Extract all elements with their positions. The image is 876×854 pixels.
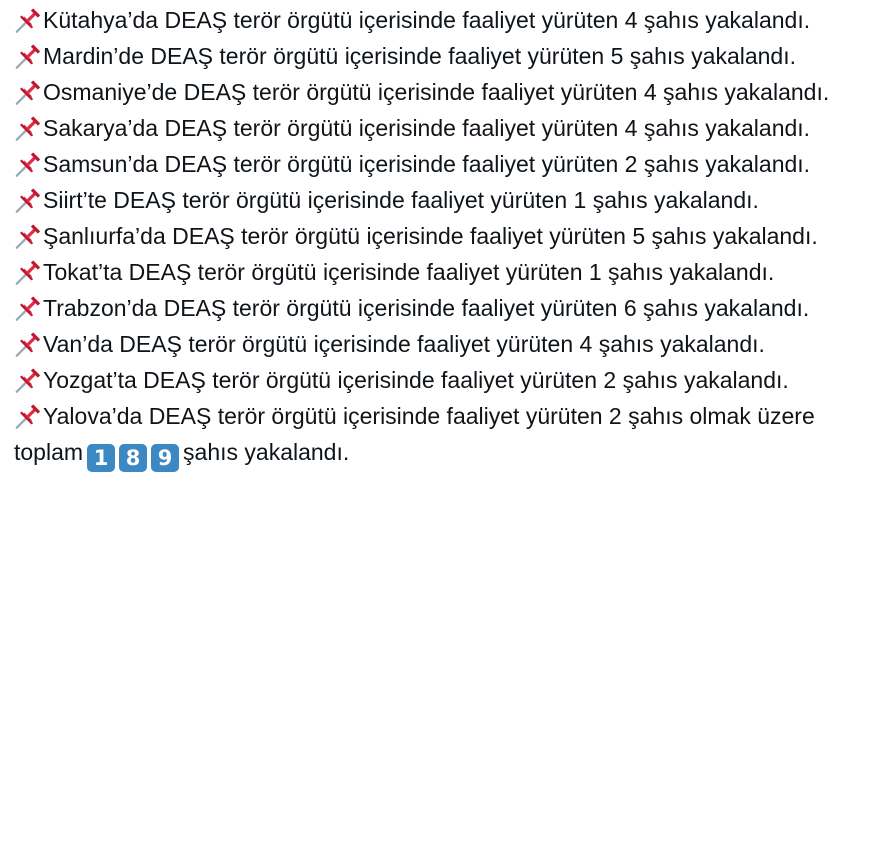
tweet-line-text: Siirt’te DEAŞ terör örgütü içerisinde faaliyet yürüten 1 şahıs yakalandı.	[43, 187, 759, 213]
keycap-digit-icon: 9	[151, 444, 179, 472]
pushpin-icon	[14, 402, 43, 430]
tweet-line-text: Van’da DEAŞ terör örgütü içerisinde faaliyet yürüten 4 şahıs yakalandı.	[43, 331, 765, 357]
tweet-line	[14, 146, 874, 182]
tweet-line	[14, 254, 874, 290]
tweet-final-text: Yalova’da DEAŞ terör örgütü içerisinde faaliyet yürüten 2 şahıs olmak üzere toplam	[14, 403, 815, 465]
keycap-digit-icon: 1	[87, 444, 115, 472]
keycap-digit-icon: 8	[119, 444, 147, 472]
tweet-line	[14, 110, 874, 146]
tweet-final-text-end: şahıs yakalandı.	[183, 439, 350, 465]
tweet-line	[14, 362, 874, 398]
tweet-line	[14, 290, 874, 326]
tweet-line	[14, 2, 874, 38]
total-count-keycaps	[87, 434, 183, 472]
pushpin-icon	[14, 78, 43, 106]
pushpin-icon	[14, 150, 43, 178]
tweet-line-text: Osmaniye’de DEAŞ terör örgütü içerisinde faaliyet yürüten 4 şahıs yakalandı.	[43, 79, 830, 105]
pushpin-icon	[14, 42, 43, 70]
pushpin-icon	[14, 330, 43, 358]
pushpin-icon	[14, 258, 43, 286]
tweet-line	[14, 326, 874, 362]
tweet-line	[14, 74, 874, 110]
tweet-final-line	[14, 398, 874, 472]
tweet-line-text: Trabzon’da DEAŞ terör örgütü içerisinde faaliyet yürüten 6 şahıs yakalandı.	[43, 295, 810, 321]
tweet-line-text: Samsun’da DEAŞ terör örgütü içerisinde faaliyet yürüten 2 şahıs yakalandı.	[43, 151, 811, 177]
tweet-line-text: Kütahya’da DEAŞ terör örgütü içerisinde faaliyet yürüten 4 şahıs yakalandı.	[43, 7, 811, 33]
pushpin-icon	[14, 114, 43, 142]
tweet-line	[14, 218, 874, 254]
tweet-line	[14, 182, 874, 218]
pushpin-icon	[14, 222, 43, 250]
tweet-line-text: Mardin’de DEAŞ terör örgütü içerisinde faaliyet yürüten 5 şahıs yakalandı.	[43, 43, 797, 69]
pushpin-icon	[14, 366, 43, 394]
pushpin-icon	[14, 6, 43, 34]
tweet-line-text: Yozgat’ta DEAŞ terör örgütü içerisinde faaliyet yürüten 2 şahıs yakalandı.	[43, 367, 789, 393]
tweet-line-text: Tokat’ta DEAŞ terör örgütü içerisinde faaliyet yürüten 1 şahıs yakalandı.	[43, 259, 775, 285]
tweet-line-text: Şanlıurfa’da DEAŞ terör örgütü içerisinde faaliyet yürüten 5 şahıs yakalandı.	[43, 223, 818, 249]
tweet-line-text: Sakarya’da DEAŞ terör örgütü içerisinde faaliyet yürüten 4 şahıs yakalandı.	[43, 115, 811, 141]
pushpin-icon	[14, 294, 43, 322]
pushpin-icon	[14, 186, 43, 214]
tweet-line	[14, 38, 874, 74]
